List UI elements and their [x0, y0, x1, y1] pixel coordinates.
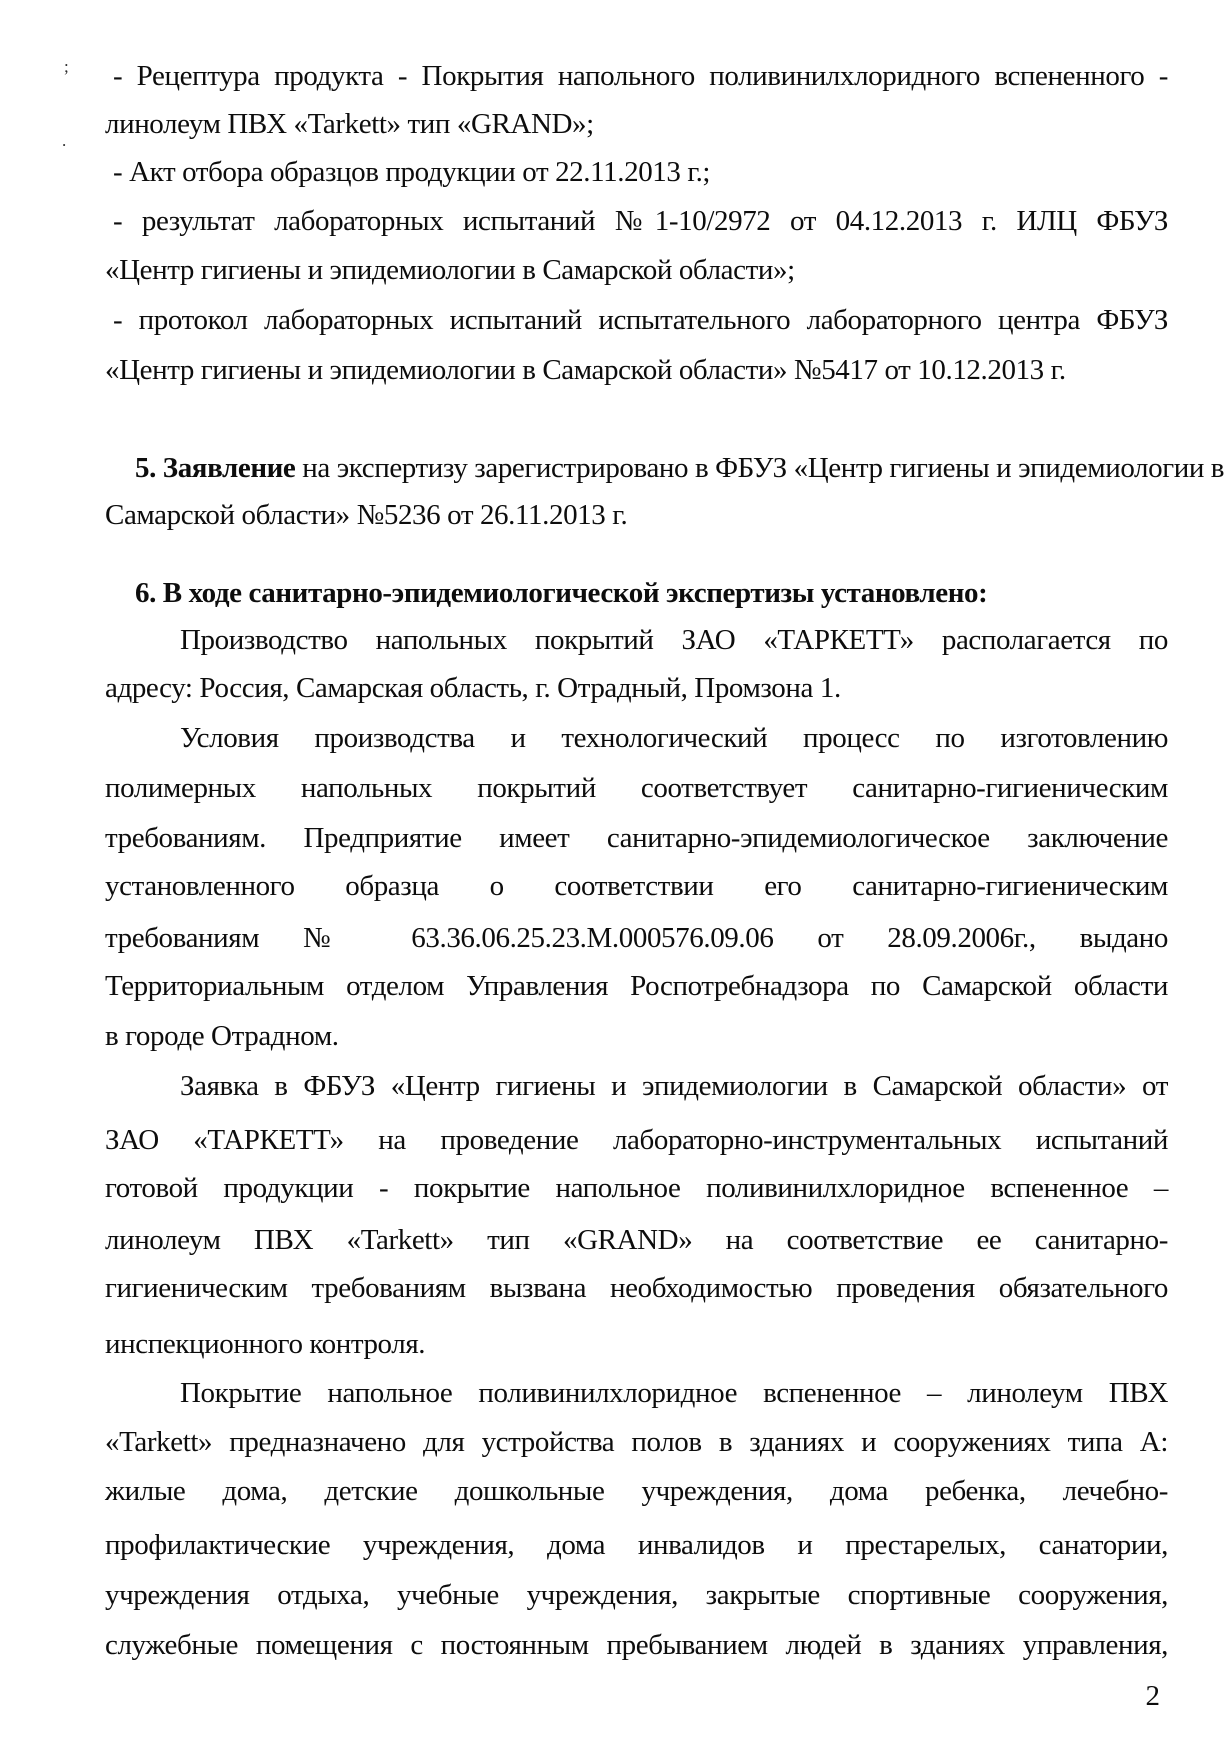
text-line: требованиям. Предприятие имеет санитарно-эпидемиологическое заключение — [105, 822, 1168, 854]
scan-artifact: ; — [64, 57, 69, 76]
section5-line: Самарской области» №5236 от 26.11.2013 г. — [105, 499, 628, 531]
text-line: требованиям № 63.36.06.25.23.М.000576.09.06 от 28.09.2006г., выдано — [105, 922, 1168, 954]
text-line: - Акт отбора образцов продукции от 22.11.2013 г.; — [113, 156, 711, 188]
section5-label: 5. Заявление — [135, 452, 296, 484]
text-line: - результат лабораторных испытаний №1-10/2972 от 04.12.2013 г. ИЛЦ ФБУЗ — [113, 205, 1168, 237]
text-line: установленного образца о соответствии его санитарно-гигиеническим — [105, 870, 1168, 902]
text-line: учреждения отдыха, учебные учреждения, закрытые спортивные сооружения, — [105, 1579, 1168, 1611]
text-line: адресу: Россия, Самарская область, г. Отрадный, Промзона 1. — [105, 672, 841, 704]
text-line: Условия производства и технологический процесс по изготовлению — [180, 722, 1168, 754]
text-line: линолеум ПВХ «Tarkett» тип «GRAND» на соответствие ее санитарно- — [105, 1224, 1168, 1256]
text-line: Производство напольных покрытий ЗАО «ТАРКЕТТ» располагается по — [180, 624, 1168, 656]
text-line: - Рецептура продукта - Покрытия напольного поливинилхлоридного вспененного - — [113, 60, 1168, 92]
text-line: служебные помещения с постоянным пребыванием людей в зданиях управления, — [105, 1629, 1168, 1661]
section5-text: на экспертизу зарегистрировано в ФБУЗ «Центр гигиены и эпидемиологии в — [295, 452, 1225, 484]
text-line: полимерных напольных покрытий соответствует санитарно-гигиеническим — [105, 772, 1168, 804]
page-number: 2 — [1145, 1680, 1160, 1712]
text-line: гигиеническим требованиям вызвана необходимостью проведения обязательного — [105, 1272, 1168, 1304]
text-line: Территориальным отделом Управления Роспотребнадзора по Самарской области — [105, 970, 1168, 1002]
text-line: ЗАО «ТАРКЕТТ» на проведение лабораторно-инструментальных испытаний — [105, 1124, 1168, 1156]
text-line: жилые дома, детские дошкольные учреждения, дома ребенка, лечебно- — [105, 1475, 1168, 1507]
text-line: - протокол лабораторных испытаний испытательного лабораторного центра ФБУЗ — [113, 304, 1168, 336]
text-line: профилактические учреждения, дома инвалидов и престарелых, санатории, — [105, 1529, 1168, 1561]
text-line: «Центр гигиены и эпидемиологии в Самарской области»; — [105, 254, 795, 286]
text-line: «Центр гигиены и эпидемиологии в Самарской области» №5417 от 10.12.2013 г. — [105, 354, 1066, 386]
section6-heading: 6. В ходе санитарно-эпидемиологической экспертизы установлено: — [135, 577, 988, 609]
text-line: «Tarkett» предназначено для устройства полов в зданиях и сооружениях типа А: — [105, 1426, 1168, 1458]
scan-artifact: . — [62, 131, 67, 150]
text-line: инспекционного контроля. — [105, 1328, 426, 1360]
text-line: в городе Отрадном. — [105, 1020, 339, 1052]
text-line: Покрытие напольное поливинилхлоридное вспененное – линолеум ПВХ — [180, 1377, 1168, 1409]
section5-line — [105, 450, 1225, 486]
text-line: Заявка в ФБУЗ «Центр гигиены и эпидемиологии в Самарской области» от — [180, 1070, 1168, 1102]
text-line: готовой продукции - покрытие напольное поливинилхлоридное вспененное – — [105, 1172, 1168, 1204]
text-line: линолеум ПВХ «Tarkett» тип «GRAND»; — [105, 108, 594, 140]
